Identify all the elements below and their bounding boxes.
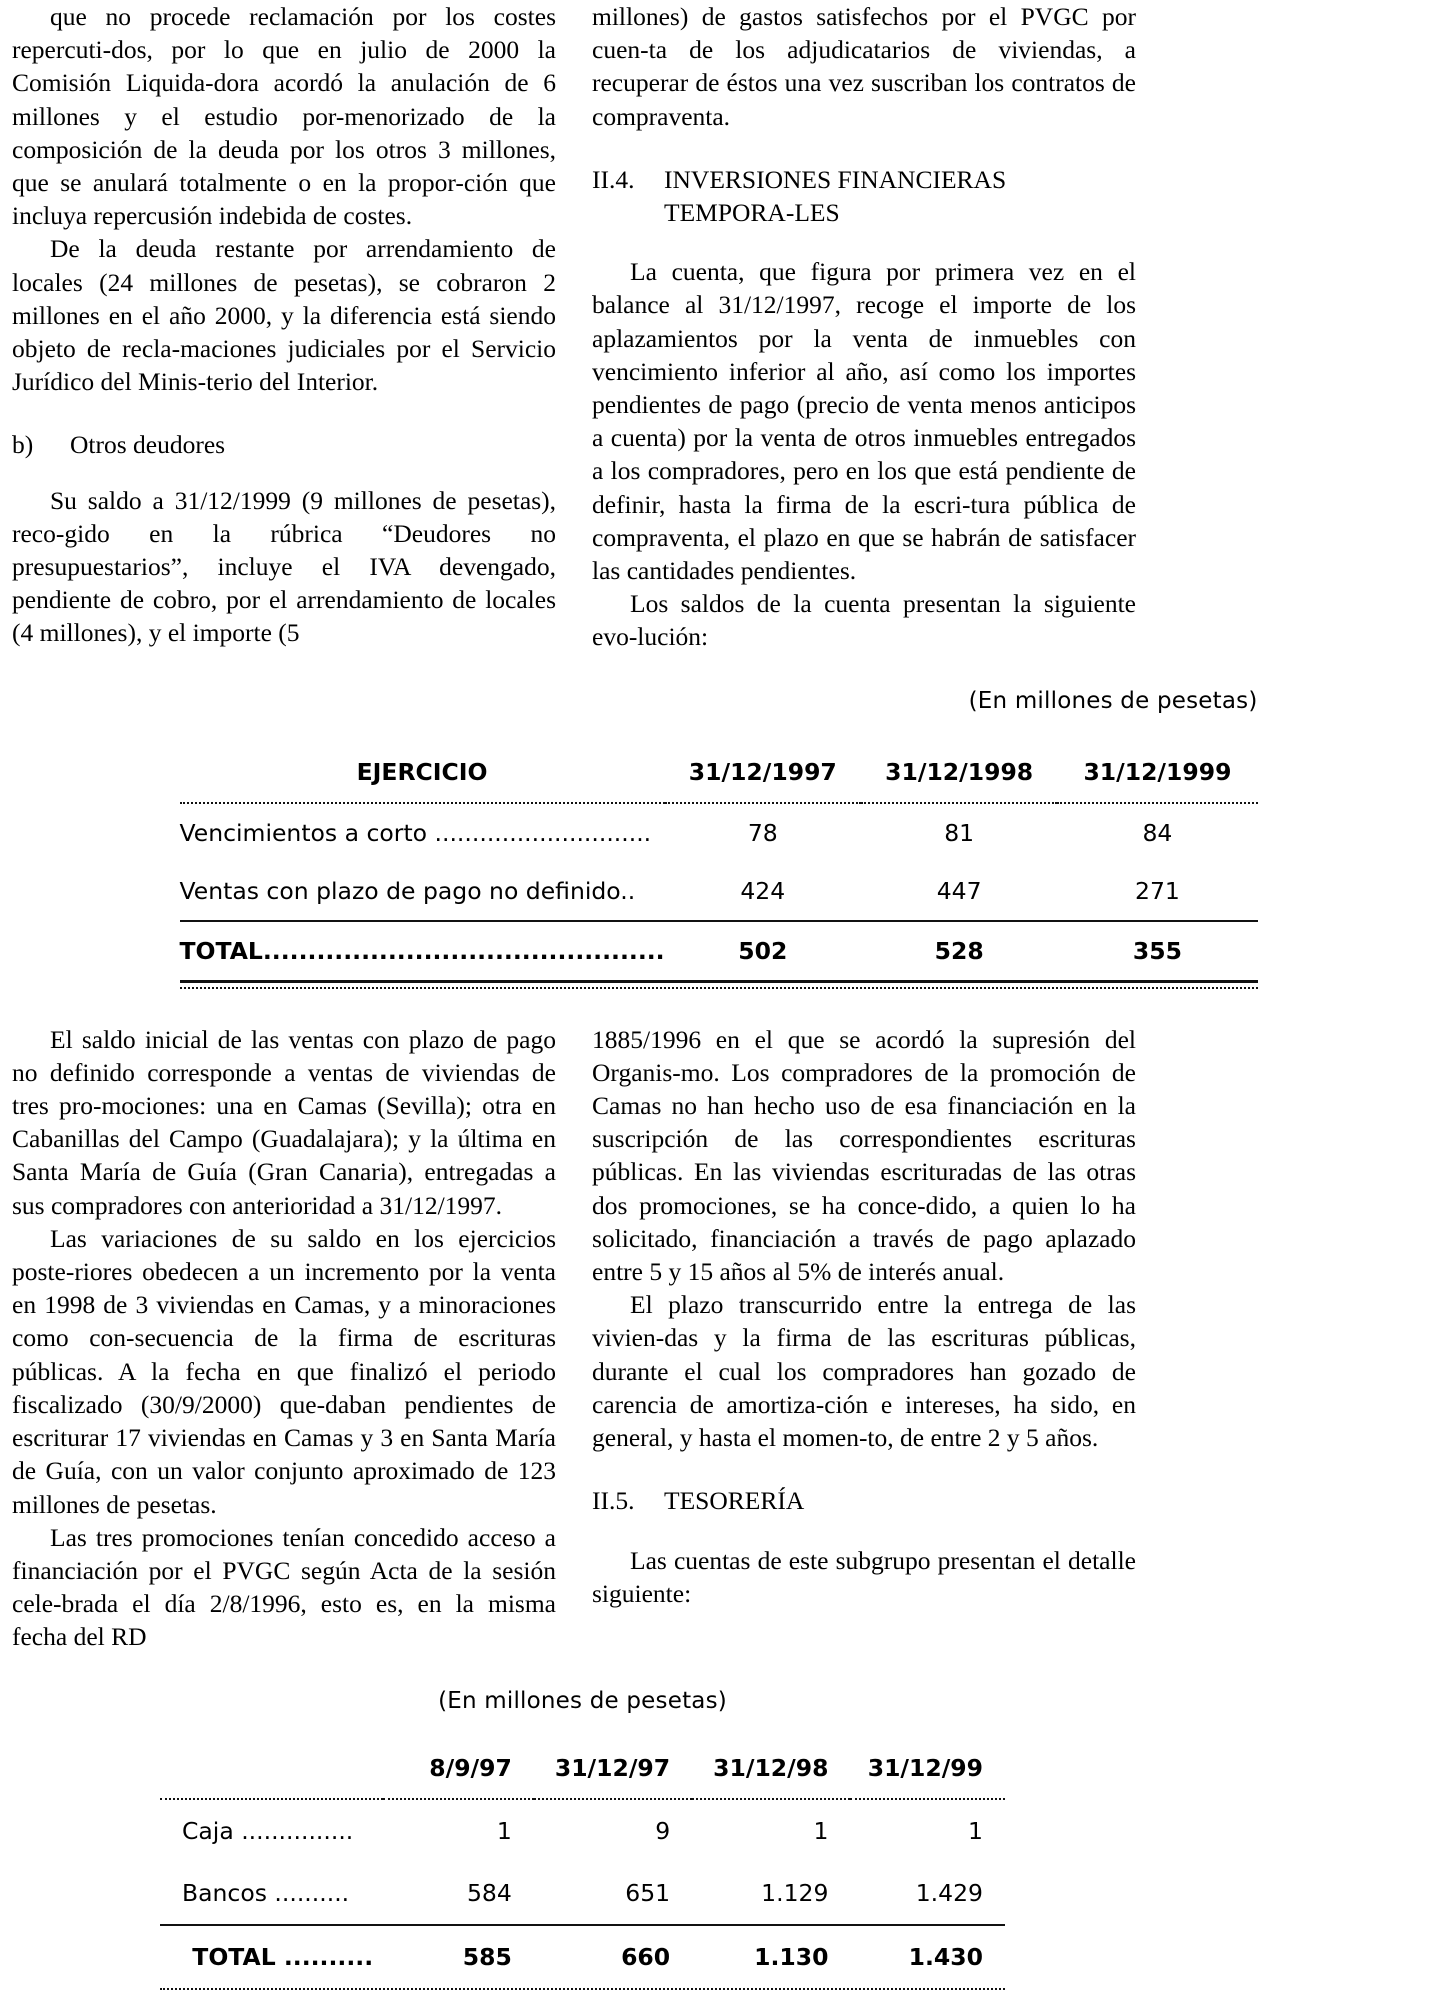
cell-value: 1 — [383, 1799, 533, 1862]
section-number: II.5. — [592, 1486, 635, 1516]
column-header-31-12-99: 31/12/99 — [867, 1753, 983, 1782]
cell-value: 1.429 — [915, 1878, 983, 1907]
table-one-bottom-rule — [180, 980, 1258, 989]
total-value: 502 — [665, 921, 861, 980]
paragraph: que no procede reclamación por los costes repercuti-dos, por lo que en julio de 2000 la Comisión Liquida-dora acordó la anulación de 6 millones y el estudio por-menorizado de la composición de la deuda por los otros 3 millones, que se anulará totalmente o en la propor-ción que incluya repercusión indebida de costes. — [12, 2, 556, 231]
cell-value: 1 — [692, 1799, 850, 1862]
table-inversiones-financieras — [180, 758, 1258, 980]
column-header-1999: 31/12/1999 — [1083, 757, 1232, 786]
table-header-row — [160, 1754, 1005, 1799]
table-total-row — [180, 921, 1258, 980]
cell-value: 651 — [625, 1878, 671, 1907]
subheading-otros-deudores — [12, 428, 556, 461]
top-left-column — [12, 0, 556, 654]
spacer — [12, 1654, 1425, 1688]
subheading-text: Otros deudores — [70, 430, 226, 460]
paragraph: Las variaciones de su saldo en los ejercicios poste-riores obedecen a un incremento por la venta en 1998 de 3 viviendas en Camas, y a minoraciones como con-secuencia de la firma de escrituras públicas. A la fecha en que finalizó el periodo fiscalizado (30/9/2000) que-daban pendientes de escriturar 17 viviendas en Camas y 3 en Santa María de Guía, con un valor conjunto aproximado de 123 millones de pesetas. — [12, 1223, 556, 1519]
bottom-left-column — [12, 1023, 556, 1654]
cell-value: 424 — [740, 876, 786, 905]
top-two-column-section — [12, 0, 1425, 654]
bottom-two-column-section — [12, 1023, 1425, 1654]
paragraph: millones) de gastos satisfechos por el PVGC por cuen-ta de los adjudicatarios de viviendas, a recuperar de éstos una vez suscriban los contratos de compraventa. — [592, 2, 1136, 131]
paragraph: Su saldo a 31/12/1999 (9 millones de pesetas), reco-gido en la rúbrica “Deudores no presupuestarios”, incluye el IVA devengado, pendiente de cobro, por el arrendamiento de locales (4 millones), y el importe (5 — [12, 485, 556, 648]
table-one-wrapper — [12, 688, 1425, 989]
column-header-1997: 31/12/1997 — [688, 757, 837, 786]
table-one-head — [180, 758, 1258, 803]
cell-value: 84 — [1057, 803, 1257, 862]
cell-value: 9 — [534, 1799, 692, 1862]
table-two-head — [160, 1754, 1005, 1799]
total-value: 1.130 — [692, 1925, 850, 1988]
section-title: INVERSIONES FINANCIERAS TEMPORA-LES — [664, 164, 1007, 228]
paragraph: El plazo transcurrido entre la entrega de las vivien-das y la firma de las escrituras públicas, durante el cual los compradores han gozado de carencia de amortiza-ción e intereses, ha sido, en general, y hasta el momen-to, de entre 2 y 5 años. — [592, 1290, 1136, 1453]
total-value: 1.430 — [850, 1925, 1005, 1988]
section-number: II.4. — [592, 164, 635, 194]
cell-value: 1.129 — [761, 1878, 829, 1907]
section-heading-II4 — [592, 163, 1136, 229]
column-header-1998: 31/12/1998 — [885, 757, 1034, 786]
column-header-8-9-97: 8/9/97 — [429, 1753, 512, 1782]
total-value: 585 — [383, 1925, 533, 1988]
subheading-label: b) — [12, 430, 34, 460]
table-two-units-label: (En millones de pesetas) — [438, 1687, 727, 1714]
cell-value: 1 — [850, 1799, 1005, 1862]
cell-value: 584 — [466, 1878, 512, 1907]
cell-value: 447 — [936, 876, 982, 905]
table-row — [160, 1799, 1005, 1862]
table-tesoreria — [160, 1754, 1005, 1988]
row-label: Vencimientos a corto ............................. — [180, 803, 665, 862]
paragraph: Las cuentas de este subgrupo presentan el detalle siguiente: — [592, 1545, 1136, 1608]
table-one-units-label: (En millones de pesetas) — [968, 687, 1258, 714]
total-label: TOTAL............................................. — [180, 921, 665, 980]
spacer — [12, 654, 1425, 688]
total-value: 528 — [861, 921, 1057, 980]
section-heading-II5 — [592, 1484, 1136, 1517]
table-row — [180, 803, 1258, 862]
paragraph: El saldo inicial de las ventas con plazo de pago no definido corresponde a ventas de viviendas de tres pro-mociones: una en Camas (Sevilla); otra en Cabanillas del Campo (Guadalajara); y la última en Santa María de Guía (Gran Canaria), entregadas a sus compradores con anterioridad a 31/12/1997. — [12, 1024, 556, 1220]
row-label: Caja ............... — [160, 1799, 383, 1862]
paragraph: Los saldos de la cuenta presentan la siguiente evo-lución: — [592, 589, 1136, 652]
total-value: 355 — [1057, 921, 1257, 980]
paragraph: 1885/1996 en el que se acordó la supresión del Organis-mo. Los compradores de la promoción de Camas no han hecho uso de esa financiación en la suscripción de las correspondientes escrituras públicas. En las viviendas escrituradas de las otras dos promociones, se ha conce-dido, a quien lo ha solicitado, financiación a través de pago aplazado entre 5 y 15 años al 5% de interés anual. — [592, 1024, 1136, 1287]
column-header-31-12-97: 31/12/97 — [554, 1753, 671, 1782]
section-title: TESORERÍA — [664, 1486, 805, 1516]
table-row — [180, 862, 1258, 921]
table-two-bottom-rule — [160, 1988, 1005, 1990]
top-right-column — [592, 0, 1136, 654]
paragraph: La cuenta, que figura por primera vez en el balance al 31/12/1997, recoge el importe de los aplazamientos por la venta de inmuebles con vencimiento inferior al año, así como los importes pendientes de pago (precio de venta menos anticipos a cuenta) por la venta de otros inmuebles entregados a los compradores, pero en los que está pendiente de definir, hasta la firma de la escri-tura pública de compraventa, el plazo en que se habrán de satisfacer las cantidades pendientes. — [592, 257, 1136, 586]
total-label: TOTAL .......... — [160, 1925, 383, 1988]
row-label: Bancos .......... — [182, 1878, 350, 1907]
paragraph: Las tres promociones tenían concedido acceso a financiación por el PVGC según Acta de la sesión cele-brada el día 2/8/1996, esto es, en la misma fecha del RD — [12, 1522, 556, 1652]
table-one-body — [180, 803, 1258, 980]
cell-value: 271 — [1135, 876, 1180, 905]
bottom-right-column — [592, 1023, 1136, 1654]
table-two-body — [160, 1799, 1005, 1988]
paragraph: De la deuda restante por arrendamiento de locales (24 millones de pesetas), se cobraron 2 millones en el año 2000, y la diferencia está siendo objeto de recla-maciones judiciales por el Servicio Jurídico del Minis-terio del Interior. — [12, 234, 556, 397]
column-header-blank — [160, 1754, 383, 1799]
table-total-row — [160, 1925, 1005, 1988]
total-value: 660 — [534, 1925, 692, 1988]
column-header-31-12-98: 31/12/98 — [713, 1753, 829, 1782]
row-label: Ventas con plazo de pago no definido.. — [179, 876, 636, 905]
spacer — [12, 989, 1425, 1023]
table-row — [160, 1862, 1005, 1925]
table-header-row — [180, 758, 1258, 803]
column-header-ejercicio: EJERCICIO — [356, 757, 488, 786]
table-two-wrapper — [12, 1688, 1425, 1990]
cell-value: 78 — [665, 803, 861, 862]
cell-value: 81 — [861, 803, 1057, 862]
